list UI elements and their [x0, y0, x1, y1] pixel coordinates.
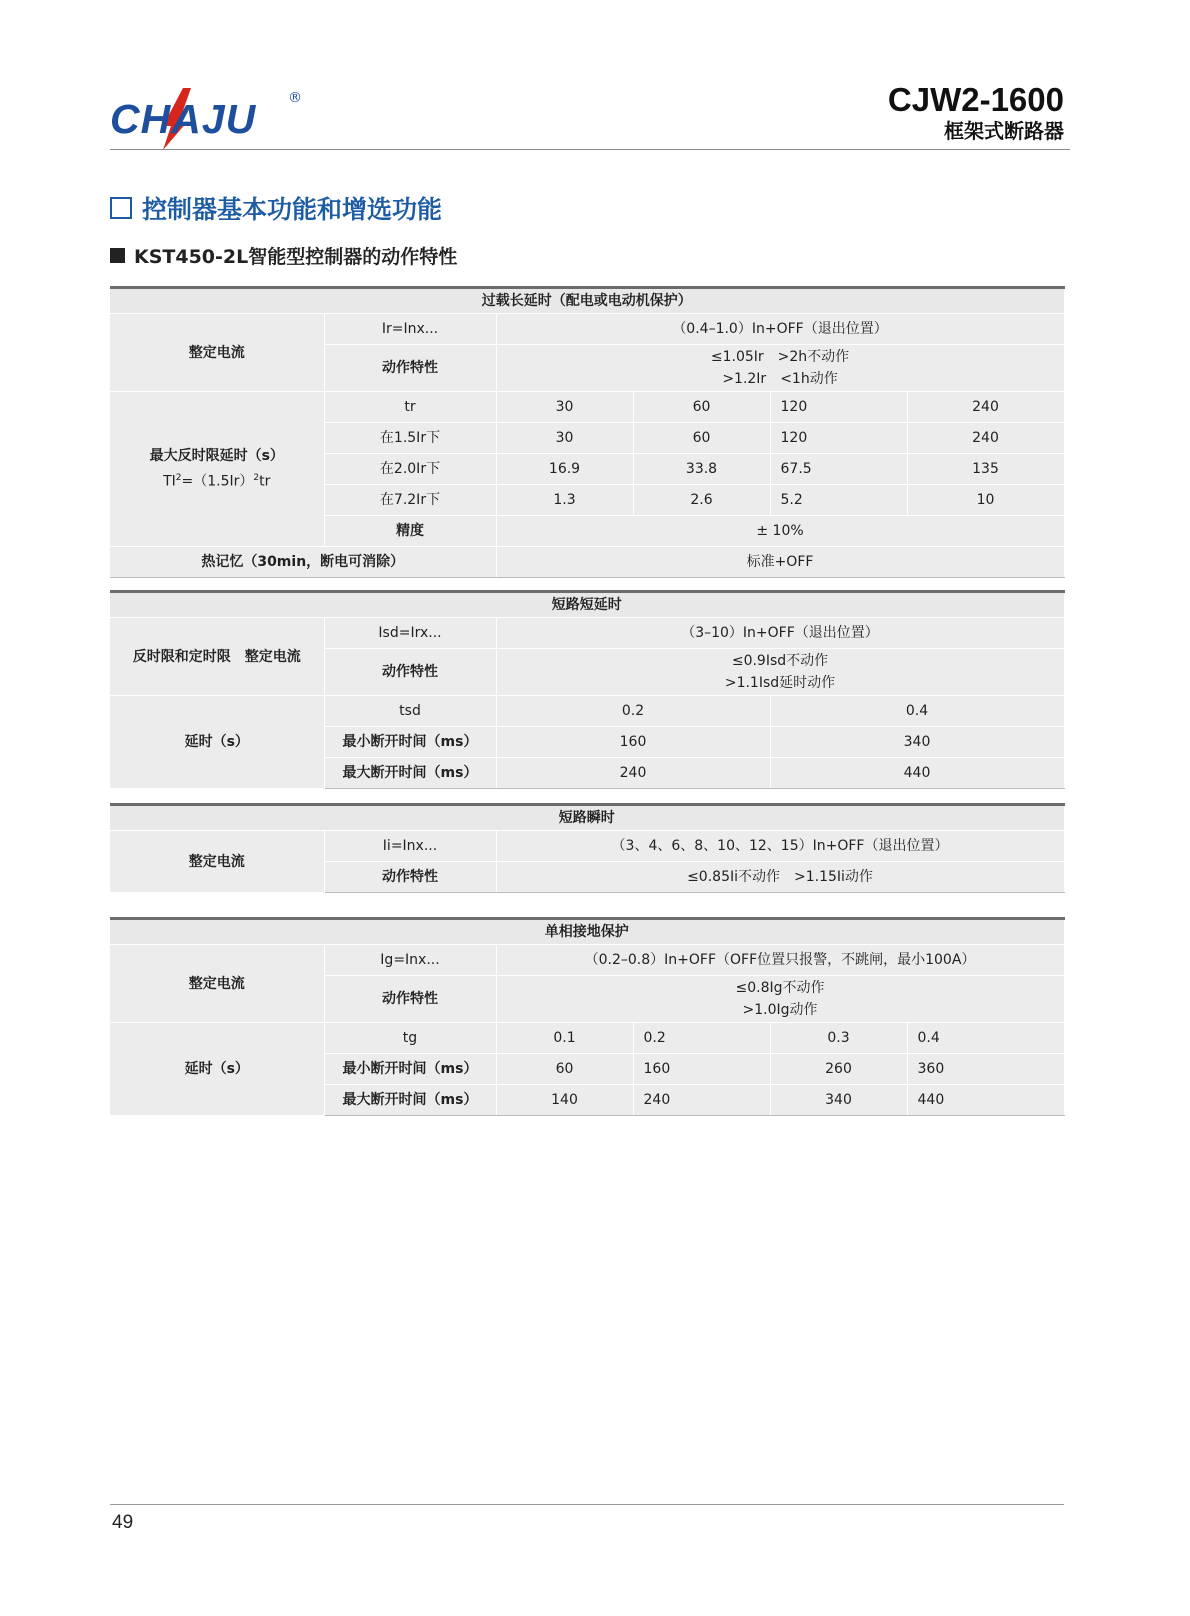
sub-title-text: KST450-2L智能型控制器的动作特性 — [134, 246, 458, 268]
overload-setting-label: 整定电流 — [110, 314, 324, 392]
formula-sup1: 2 — [175, 473, 182, 484]
table-cell: 160 — [496, 727, 770, 758]
row-label: 在1.5Ir下 — [324, 423, 496, 454]
overload-action-line2: >1.2Ir <1h动作 — [722, 371, 838, 387]
table-cell: 0.4 — [907, 1023, 1064, 1054]
ground-delay-label: 延时（s） — [110, 1023, 324, 1116]
table-cell: 0.2 — [633, 1023, 770, 1054]
table-cell: 120 — [770, 392, 907, 423]
ir-label: Ir=Inx... — [324, 314, 496, 345]
ii-value: （3、4、6、8、10、12、15）In+OFF（退出位置） — [496, 831, 1064, 862]
max-inverse-label — [110, 392, 324, 547]
formula-tr: tr — [259, 473, 271, 490]
table-cell: 440 — [770, 758, 1064, 789]
filled-square-icon — [110, 248, 125, 263]
table-cell: 60 — [633, 423, 770, 454]
instant-setting-label: 整定电流 — [110, 831, 324, 893]
instant-title: 短路瞬时 — [110, 805, 1064, 831]
max-inverse-label-line1: 最大反时限延时（s） — [149, 448, 284, 465]
formula-ti: TI — [163, 473, 176, 490]
ig-value: （0.2–0.8）In+OFF（OFF位置只报警，不跳闸，最小100A） — [496, 945, 1064, 976]
table-cell: 0.2 — [496, 696, 770, 727]
table-cell: 2.6 — [633, 485, 770, 516]
table-cell: 0.3 — [770, 1023, 907, 1054]
table-cell: 120 — [770, 423, 907, 454]
sub-title — [110, 242, 457, 269]
tsd-label: tsd — [324, 696, 496, 727]
short-delay-title: 短路短延时 — [110, 592, 1064, 618]
row-label: 在2.0Ir下 — [324, 454, 496, 485]
instant-action-value: ≤0.85Ii不动作 >1.15Ii动作 — [496, 862, 1064, 893]
table-cell: 240 — [496, 758, 770, 789]
ir-value: （0.4–1.0）In+OFF（退出位置） — [496, 314, 1064, 345]
table-cell: 60 — [633, 392, 770, 423]
table-cell: 1.3 — [496, 485, 633, 516]
table-cell: 340 — [770, 727, 1064, 758]
ground-title: 单相接地保护 — [110, 919, 1064, 945]
table-cell: 260 — [770, 1054, 907, 1085]
table-cell: 10 — [907, 485, 1064, 516]
ground-action-line1: ≤0.8Ig不动作 — [735, 980, 825, 996]
overload-action-label: 动作特性 — [324, 345, 496, 392]
precision-value: ± 10% — [496, 516, 1064, 547]
tg-label: tg — [324, 1023, 496, 1054]
short-delay-table — [110, 590, 1065, 789]
table-cell: 30 — [496, 423, 633, 454]
ground-action-value — [496, 976, 1064, 1023]
overload-action-line1: ≤1.05Ir >2h不动作 — [710, 349, 850, 365]
overload-title: 过载长延时（配电或电动机保护） — [110, 288, 1064, 314]
registered-mark: ® — [288, 90, 302, 106]
table-cell: 140 — [496, 1085, 633, 1116]
short-delay-action-label: 动作特性 — [324, 649, 496, 696]
table-cell: 135 — [907, 454, 1064, 485]
overload-action-value — [496, 345, 1064, 392]
table-cell: 240 — [633, 1085, 770, 1116]
instant-table — [110, 803, 1065, 893]
table-cell: 5.2 — [770, 485, 907, 516]
row-label: 在7.2Ir下 — [324, 485, 496, 516]
instant-action-label: 动作特性 — [324, 862, 496, 893]
brand-logo — [110, 84, 310, 154]
max-inverse-formula — [110, 467, 324, 493]
section-title — [110, 190, 442, 226]
header-divider — [110, 149, 1070, 150]
table-cell: 30 — [496, 392, 633, 423]
checkbox-square-icon — [110, 197, 132, 219]
ii-label: Ii=Inx... — [324, 831, 496, 862]
short-delay-action-line1: ≤0.9Isd不动作 — [731, 653, 829, 669]
table-cell: 360 — [907, 1054, 1064, 1085]
ground-table — [110, 917, 1065, 1116]
table-cell: 340 — [770, 1085, 907, 1116]
thermal-memory-value: 标准+OFF — [496, 547, 1064, 578]
footer-divider — [110, 1504, 1064, 1505]
model-name: 框架式断路器 — [944, 119, 1064, 143]
tr-label: tr — [324, 392, 496, 423]
section-title-text: 控制器基本功能和增选功能 — [142, 195, 443, 224]
table-cell: 16.9 — [496, 454, 633, 485]
table-cell: 33.8 — [633, 454, 770, 485]
short-delay-delay-label: 延时（s） — [110, 696, 324, 789]
ground-max-break-label: 最大断开时间（ms） — [324, 1085, 496, 1116]
thermal-memory-label: 热记忆（30min，断电可消除） — [110, 547, 496, 578]
ground-setting-label: 整定电流 — [110, 945, 324, 1023]
table-cell: 240 — [907, 423, 1064, 454]
table-cell: 440 — [907, 1085, 1064, 1116]
formula-sup2: 2 — [253, 473, 260, 484]
ground-min-break-label: 最小断开时间（ms） — [324, 1054, 496, 1085]
model-block — [888, 82, 1064, 144]
table-cell: 0.4 — [770, 696, 1064, 727]
table-cell: 67.5 — [770, 454, 907, 485]
table-cell: 0.1 — [496, 1023, 633, 1054]
max-break-label: 最大断开时间（ms） — [324, 758, 496, 789]
precision-label: 精度 — [324, 516, 496, 547]
ground-action-label: 动作特性 — [324, 976, 496, 1023]
model-number: CJW2-1600 — [887, 81, 1064, 118]
brand-name: CHAJU — [110, 96, 257, 142]
table-cell: 160 — [633, 1054, 770, 1085]
formula-mid: =（1.5Ir） — [181, 473, 254, 490]
overload-table — [110, 286, 1065, 578]
table-cell: 60 — [496, 1054, 633, 1085]
table-cell: 240 — [907, 392, 1064, 423]
short-delay-action-line2: >1.1Isd延时动作 — [724, 675, 836, 691]
isd-value: （3–10）In+OFF（退出位置） — [496, 618, 1064, 649]
ig-label: Ig=Inx... — [324, 945, 496, 976]
short-delay-setting-label: 反时限和定时限 整定电流 — [110, 618, 324, 696]
short-delay-action-value — [496, 649, 1064, 696]
isd-label: Isd=Irx... — [324, 618, 496, 649]
ground-action-line2: >1.0Ig动作 — [742, 1002, 818, 1018]
min-break-label: 最小断开时间（ms） — [324, 727, 496, 758]
page-number: 49 — [112, 1512, 134, 1533]
